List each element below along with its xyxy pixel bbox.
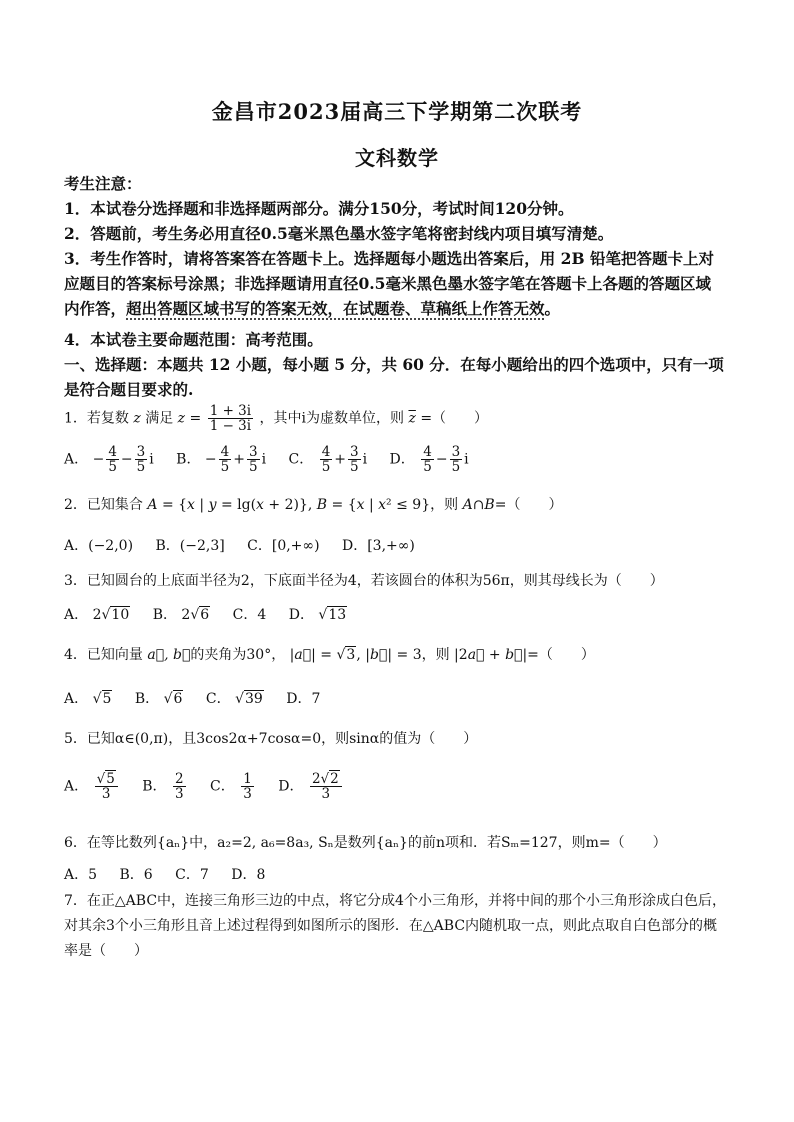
question-2-options bbox=[64, 535, 734, 555]
q3-option-a[interactable]: A． 2√10 bbox=[64, 607, 130, 623]
q4-stem-part: 的夹角为30°， bbox=[190, 647, 286, 663]
q1-stem-part: 满足 bbox=[145, 410, 174, 427]
q4-stem-part: =（ ） bbox=[527, 647, 595, 663]
q2-option-c[interactable]: C．[0,+∞) bbox=[247, 538, 320, 554]
question-5-options bbox=[64, 772, 734, 801]
q2-stem-part: =（ ） bbox=[494, 497, 563, 513]
q5-option-b[interactable]: B． $\frac{2}{3}$ bbox=[142, 771, 184, 803]
notice-item-3-line-2: 应题目的答案标号涂黑；非选择题请用直径0.5毫米黑色墨水签字笔在答题卡上各题的答题区域 bbox=[64, 274, 711, 293]
question-6-options bbox=[64, 864, 734, 884]
question-2-stem: 2．已知集合 A = {x | y = lg(x + 2)}, B = {x | x² ≤ 9}，则 A∩B=（ ） bbox=[64, 497, 563, 513]
q6-option-c[interactable]: C．7 bbox=[175, 867, 209, 883]
q4-option-c[interactable]: C． √39 bbox=[205, 691, 263, 707]
q3-option-c[interactable]: C．4 bbox=[232, 607, 267, 623]
notice-item-3-emphasis: 超出答题区域书写的答案无效，在试题卷、草稿纸上作答无效 bbox=[126, 299, 545, 318]
q1-stem-part: 1．若复数 bbox=[64, 410, 129, 427]
q4-stem-part: ，则 bbox=[421, 647, 450, 663]
q2-option-d[interactable]: D．[3,+∞) bbox=[342, 538, 415, 554]
question-7-line-3: 率是（ ） bbox=[64, 943, 148, 959]
q1-option-b[interactable]: B． − $\frac{4}{5}$ + $\frac{3}{5}$ i bbox=[176, 444, 267, 476]
notice-item-3-line-1: 3．考生作答时，请将答案答在答题卡上。选择题每小题选出答案后，用 2B 铅笔把答题卡上对 bbox=[64, 249, 714, 268]
exam-subject: 文科数学 bbox=[355, 146, 439, 170]
notice-item-3-prefix: 内作答， bbox=[64, 299, 127, 318]
q1-stem-part: ，其中i为虚数单位，则 bbox=[259, 410, 405, 427]
exam-title: 金昌市2023届高三下学期第二次联考 bbox=[211, 99, 583, 124]
question-5-stem: 5．已知α∈(0,π)，且3cos2α+7cosα=0，则sinα的值为（ ） bbox=[64, 731, 478, 747]
q5-option-a[interactable]: A． $\frac{√5}{3}$ bbox=[64, 772, 120, 801]
q1-option-c[interactable]: C． $\frac{4}{5}$ + $\frac{3}{5}$ i bbox=[288, 444, 368, 476]
notice-heading: 考生注意： bbox=[64, 174, 142, 193]
q6-option-b[interactable]: B．6 bbox=[119, 867, 153, 883]
question-4-options bbox=[64, 688, 734, 708]
q1-fraction: $\frac{1 + 3i}{1 - 3i}$ bbox=[209, 403, 252, 435]
q4-option-b[interactable]: B． √6 bbox=[134, 691, 183, 707]
q2-option-a[interactable]: A．(−2,0) bbox=[64, 538, 134, 554]
section-1-heading: 一、选择题：本题共 12 小题，每小题 5 分，共 60 分．在每小题给出的四个选项中，只有一项 bbox=[64, 355, 724, 374]
q5-option-d[interactable]: D． $\frac{2√2}{3}$ bbox=[278, 772, 343, 801]
section-1-heading-line-2: 是符合题目要求的. bbox=[64, 380, 194, 399]
q4-stem-part: 4．已知向量 bbox=[64, 647, 143, 663]
question-3-options bbox=[64, 604, 734, 624]
notice-item-3-end: 。 bbox=[544, 299, 561, 318]
question-6-stem: 6．在等比数列{aₙ}中，a₂=2, a₆=8a₃, Sₙ是数列{aₙ}的前n项和．若Sₘ=127，则m=（ ） bbox=[64, 835, 667, 851]
question-1-stem: 1．若复数 z 满足 z = $\frac{1 + 3i}{1 - 3i}$ ，其中i为虚数单位，则 $\overline{z}$ =（ ） bbox=[64, 403, 489, 435]
q4-option-d[interactable]: D．7 bbox=[286, 691, 321, 707]
notice-item-2: 2．答题前，考生务必用直径0.5毫米黑色墨水签字笔将密封线内项目填写清楚。 bbox=[64, 224, 614, 243]
q1-option-d[interactable]: D． $\frac{4}{5}$ − $\frac{3}{5}$ i bbox=[389, 444, 469, 476]
q1-stem-part: =（ ） bbox=[420, 410, 489, 427]
q2-stem-part: 2．已知集合 bbox=[64, 497, 143, 513]
question-1-options bbox=[64, 445, 734, 474]
q4-option-a[interactable]: A． √5 bbox=[64, 691, 112, 707]
q3-option-b[interactable]: B． 2√6 bbox=[152, 607, 210, 623]
question-7-line-2: 对其余3个小三角形且音上述过程得到如图所示的图形．在△ABC内随机取一点，则此点取自白色部分的概 bbox=[64, 918, 718, 934]
q6-option-d[interactable]: D．8 bbox=[231, 867, 266, 883]
notice-item-3-line-3 bbox=[64, 297, 734, 319]
notice-item-4: 4．本试卷主要命题范围：高考范围。 bbox=[64, 330, 323, 349]
q2-stem-part: ，则 bbox=[430, 497, 459, 513]
q6-option-a[interactable]: A．5 bbox=[64, 867, 98, 883]
question-3-stem: 3．已知圆台的上底面半径为2，下底面半径为4，若该圆台的体积为56π，则其母线长为（ ） bbox=[64, 573, 664, 589]
q2-option-b[interactable]: B．(−2,3] bbox=[155, 538, 225, 554]
notice-item-1: 1．本试卷分选择题和非选择题两部分。满分150分，考试时间120分钟。 bbox=[64, 199, 574, 218]
question-4-stem: 4．已知向量 a⃗, b⃗的夹角为30°， |a⃗| = √3, |b⃗| = 3，则 |2a⃗ + b⃗|=（ ） bbox=[64, 647, 595, 663]
q3-option-d[interactable]: D． √13 bbox=[288, 607, 347, 623]
question-7-line-1: 7．在正△ABC中，连接三角形三边的中点，将它分成4个小三角形，并将中间的那个小三角形涂成白色后， bbox=[64, 893, 726, 909]
q1-option-a[interactable]: A． − $\frac{4}{5}$ − $\frac{3}{5}$ i bbox=[64, 444, 154, 476]
q5-option-c[interactable]: C． $\frac{1}{3}$ bbox=[210, 771, 252, 803]
